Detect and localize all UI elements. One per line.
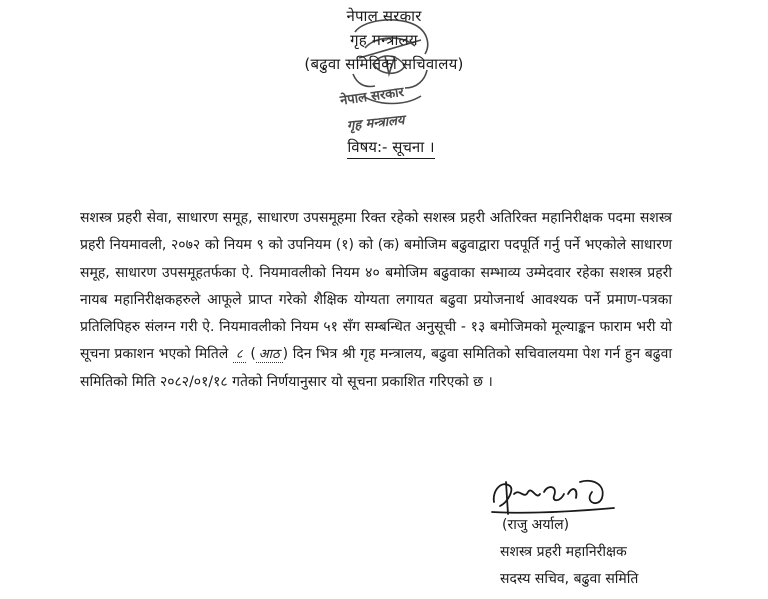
notice-paragraph-part2: ) दिन भित्र श्री गृह मन्त्रालय, बढुवा समितिको सचिवालयमा पेश गर्न हुन बढुवा समितिको मिति २०८२/०१/१८ गतेको निर्णयानुसार यो सूचना प्रकाशित गरिएको छ । [80, 346, 673, 390]
notice-paragraph-part1: सशस्त्र प्रहरी सेवा, साधारण समूह, साधारण उपसमूहमा रिक्त रहेको सशस्त्र प्रहरी अतिरिक्त महानिरीक्षक पदमा सशस्त्र प्रहरी नियमावली, २०७२ को नियम ९ को उपनियम (१) को (क) बमोजिम बढुवाद्वारा पदपूर्ति गर्नु पर्ने भएकोले साधारण समूह, साधारण उपसमूहतर्फका ऐ. नियमावलीको नियम ४० बमोजिम बढुवाका सम्भाव्य उम्मेदवार रहेका सशस्त्र प्रहरी नायब महानिरीक्षकहरुले आफूले प्राप्त गरेको शैक्षिक योग्यता लगायत बढुवा प्रयोजनार्थ आवश्यक पर्ने प्रमाण-पत्रका प्रतिलिपिहरु संलग्न गरी ऐ. नियमावलीको नियम ५१ सँग सम्बन्धित अनुसूची - १३ बमोजिमको मूल्याङ्कन फाराम भरी यो सूचना प्रकाशन भएको मितिले [80, 210, 672, 363]
government-name: नेपाल सरकार [346, 7, 422, 25]
subject-line [0, 137, 768, 159]
subject-text: विषय:- सूचना । [347, 137, 434, 159]
handwritten-days-words: आठ [256, 347, 283, 363]
notice-paren-open: ( [250, 346, 256, 363]
stamp-text-bottom: गृह मन्त्रालय [346, 112, 406, 134]
notice-body [80, 205, 672, 396]
official-seal-stamp [335, 14, 445, 134]
signatory-role: सदस्य सचिव, बढुवा समिति [500, 571, 639, 587]
ministry-name: गृह मन्त्रालय [350, 31, 418, 49]
signatory-designation: सशस्त्र प्रहरी महानिरीक्षक [500, 544, 627, 560]
secretariat-name: (बढुवा समितिको सचिवालय) [304, 55, 464, 73]
handwritten-days-number: ८ [233, 347, 246, 363]
signatory-block [500, 512, 638, 593]
signatory-name: (राजु अर्याल) [502, 517, 570, 533]
stamp-text-top: नेपाल सरकार [339, 84, 405, 109]
